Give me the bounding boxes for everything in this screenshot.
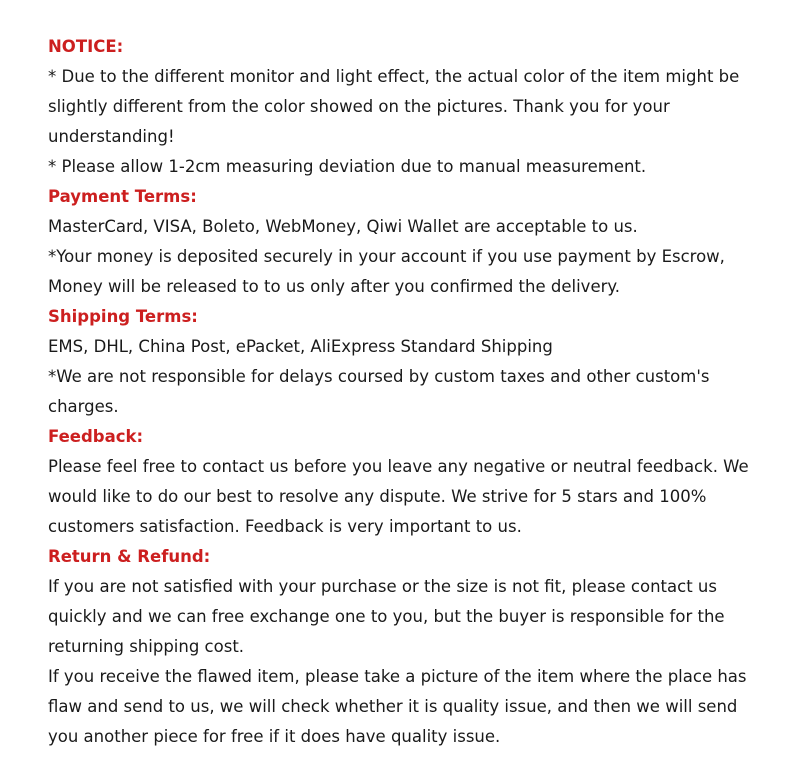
shipping-terms-heading: Shipping Terms: xyxy=(48,307,198,326)
payment-line: MasterCard, VISA, Boleto, WebMoney, Qiwi Wallet are acceptable to us. xyxy=(48,217,638,236)
notice-line: * Due to the different monitor and light effect, the actual color of the item might be xyxy=(48,67,740,86)
refund-line: returning shipping cost. xyxy=(48,637,245,656)
policy-document xyxy=(48,32,768,752)
notice-section xyxy=(48,62,768,182)
shipping-line: EMS, DHL, China Post, ePacket, AliExpress Standard Shipping xyxy=(48,337,553,356)
notice-line: * Please allow 1-2cm measuring deviation due to manual measurement. xyxy=(48,157,647,176)
feedback-line: would like to do our best to resolve any dispute. We strive for 5 stars and 100% xyxy=(48,487,707,506)
payment-terms-section xyxy=(48,212,768,302)
payment-terms-heading: Payment Terms: xyxy=(48,187,197,206)
feedback-heading: Feedback: xyxy=(48,427,144,446)
refund-line: quickly and we can free exchange one to you, but the buyer is responsible for the xyxy=(48,607,725,626)
payment-line: Money will be released to to us only after you confirmed the delivery. xyxy=(48,277,621,296)
feedback-line: customers satisfaction. Feedback is very important to us. xyxy=(48,517,522,536)
refund-line: flaw and send to us, we will check whether it is quality issue, and then we will send xyxy=(48,697,738,716)
notice-line: slightly different from the color showed on the pictures. Thank you for your xyxy=(48,97,670,116)
refund-line: If you receive the flawed item, please take a picture of the item where the place has xyxy=(48,667,747,686)
shipping-terms-section xyxy=(48,332,768,422)
payment-line: *Your money is deposited securely in your account if you use payment by Escrow, xyxy=(48,247,725,266)
notice-line: understanding! xyxy=(48,127,175,146)
shipping-line: *We are not responsible for delays coursed by custom taxes and other custom's xyxy=(48,367,710,386)
refund-line: If you are not satisfied with your purchase or the size is not fit, please contact us xyxy=(48,577,717,596)
return-refund-section xyxy=(48,572,768,752)
feedback-section xyxy=(48,452,768,542)
refund-line: you another piece for free if it does have quality issue. xyxy=(48,727,501,746)
shipping-line: charges. xyxy=(48,397,119,416)
return-refund-heading: Return & Refund: xyxy=(48,547,211,566)
notice-heading: NOTICE: xyxy=(48,37,124,56)
feedback-line: Please feel free to contact us before you leave any negative or neutral feedback. We xyxy=(48,457,749,476)
